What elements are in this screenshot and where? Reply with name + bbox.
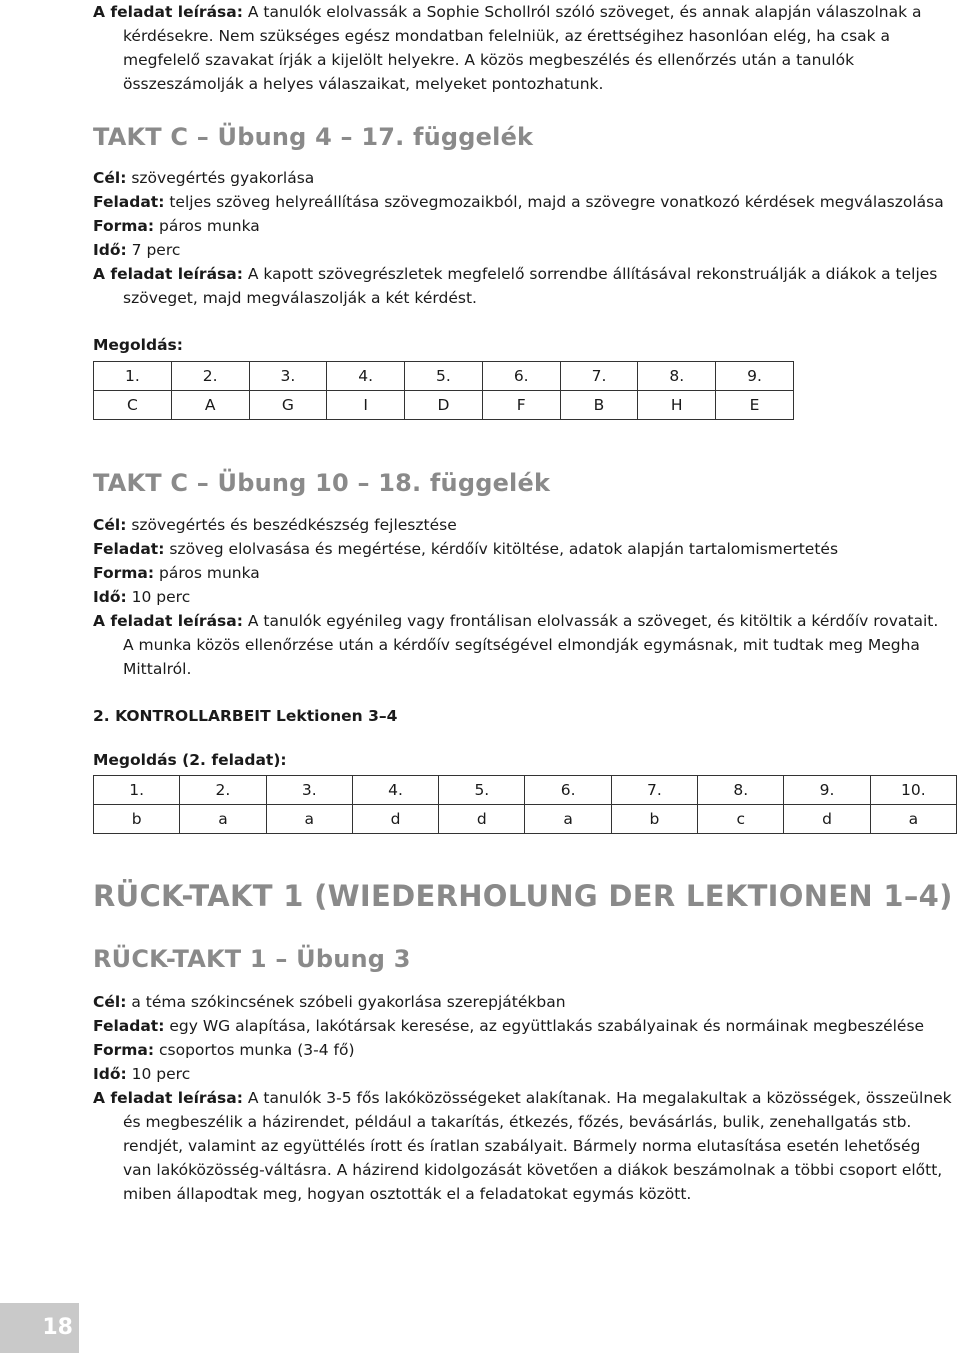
feladat-text: teljes szöveg helyreállítása szövegmozaikból, majd a szövegre vonatkozó kérdések megválaszolása [169, 193, 944, 211]
ido-label: Idő: [93, 588, 127, 606]
table-cell-answer: I [327, 391, 405, 420]
table-cell-answer: C [94, 391, 172, 420]
table-cell-number: 8. [698, 776, 784, 805]
intro-text: A tanulók elolvassák a Sophie Schollról szóló szöveget, és annak alapján válaszolnak a kérdésekre. Nem szükséges egész mondatban felelniük, az érettségihez hasonlóan elég, ha csak a megfelelő szavakat írják a kijelölt helyekre. A közös megbeszélés és ellenőrzés után a tanulók összeszámolják a helyes válaszaikat, melyeket pontozhatunk. [123, 3, 922, 93]
rueck-forma [93, 1038, 953, 1062]
cel-text: szövegértés gyakorlása [131, 169, 315, 187]
table-cell-number: 6. [525, 776, 611, 805]
table-cell-answer: D [405, 391, 483, 420]
table-cell-answer: d [439, 805, 525, 834]
forma-label: Forma: [93, 1041, 155, 1059]
page-number: 18 [0, 1303, 79, 1353]
intro-label: A feladat leírása: [93, 3, 243, 21]
ido-label: Idő: [93, 1065, 127, 1083]
table-cell-number: 3. [249, 362, 327, 391]
cel-text: szövegértés és beszédkészség fejlesztése [131, 516, 457, 534]
table-cell-answer: A [171, 391, 249, 420]
table-cell-number: 1. [94, 776, 180, 805]
kontroll-solution-label: Megoldás (2. feladat): [93, 751, 287, 769]
section2-title: TAKT C – Übung 10 – 18. függelék [93, 469, 551, 497]
table-cell-answer: E [716, 391, 794, 420]
cel-label: Cél: [93, 993, 127, 1011]
section1-feladat [93, 190, 953, 214]
table-cell-answer: d [784, 805, 870, 834]
forma-text: páros munka [159, 564, 260, 582]
leiras-text: A tanulók 3-5 fős lakóközösségeket alakítanak. Ha megalakultak a közösségek, összeülnek és megbeszélik a házirendet, például a takarítás, étkezés, főzés, bevásárlás, bulik, zenehallgatás stb. rendjét, valamint az együttélés írott és íratlan szabályait. Bármely norma elutasítása esetén lehetőség van lakóközösség-váltásra. A házirend kidolgozását követően a diákok beszámolnak a többi csoport előtt, miben állapodtak meg, hogyan osztották el a feladatokat egymás között. [123, 1089, 952, 1203]
leiras-text: A kapott szövegrészletek megfelelő sorrendbe állításával rekonstruálják a diákok a teljes szöveget, majd megválaszolják a két kérdést. [123, 265, 938, 307]
section2-cel [93, 513, 953, 537]
feladat-text: szöveg elolvasása és megértése, kérdőív kitöltése, adatok alapján tartalomismertetés [169, 540, 839, 558]
table-row-answers [94, 391, 794, 420]
table-cell-number: 7. [611, 776, 697, 805]
table-cell-number: 4. [327, 362, 405, 391]
table-row-answers [94, 805, 957, 834]
forma-label: Forma: [93, 564, 155, 582]
table-cell-answer: a [266, 805, 352, 834]
section2-feladat [93, 537, 953, 561]
table-cell-answer: a [525, 805, 611, 834]
kontroll-title: 2. KONTROLLARBEIT Lektionen 3–4 [93, 707, 398, 725]
cel-label: Cél: [93, 169, 127, 187]
rueck-main-title: RÜCK-TAKT 1 (WIEDERHOLUNG DER LEKTIONEN 1–4) [93, 879, 953, 913]
table-cell-answer: d [352, 805, 438, 834]
solution-table-2 [93, 775, 957, 834]
ido-text: 10 perc [131, 1065, 191, 1083]
table-cell-answer: b [611, 805, 697, 834]
forma-text: páros munka [159, 217, 260, 235]
table-cell-answer: b [94, 805, 180, 834]
table-cell-number: 2. [171, 362, 249, 391]
ido-text: 10 perc [131, 588, 191, 606]
section2-forma [93, 561, 953, 585]
table-cell-answer: a [180, 805, 266, 834]
section2-ido [93, 585, 953, 609]
forma-label: Forma: [93, 217, 155, 235]
section1-body [93, 166, 953, 310]
section1-solution-label: Megoldás: [93, 336, 183, 354]
leiras-label: A feladat leírása: [93, 1089, 243, 1107]
table-cell-answer: a [870, 805, 956, 834]
table-cell-answer: F [482, 391, 560, 420]
rueck-leiras [93, 1086, 953, 1206]
leiras-label: A feladat leírása: [93, 265, 243, 283]
section1-cel [93, 166, 953, 190]
feladat-label: Feladat: [93, 540, 165, 558]
solution-table-1 [93, 361, 794, 420]
table-cell-answer: G [249, 391, 327, 420]
table-cell-number: 6. [482, 362, 560, 391]
table-cell-answer: c [698, 805, 784, 834]
table-cell-number: 7. [560, 362, 638, 391]
feladat-label: Feladat: [93, 193, 165, 211]
table-cell-number: 4. [352, 776, 438, 805]
section1-title: TAKT C – Übung 4 – 17. függelék [93, 123, 534, 151]
section1-leiras [93, 262, 953, 310]
table-cell-number: 2. [180, 776, 266, 805]
table-cell-number: 1. [94, 362, 172, 391]
feladat-label: Feladat: [93, 1017, 165, 1035]
rueck-body [93, 990, 953, 1206]
table-cell-number: 3. [266, 776, 352, 805]
rueck-feladat [93, 1014, 953, 1038]
table-row-numbers [94, 362, 794, 391]
rueck-ido [93, 1062, 953, 1086]
rueck-cel [93, 990, 953, 1014]
rueck-sub-title: RÜCK-TAKT 1 – Übung 3 [93, 945, 411, 973]
cel-text: a téma szókincsének szóbeli gyakorlása szerepjátékban [131, 993, 566, 1011]
leiras-text: A tanulók egyénileg vagy frontálisan elolvassák a szöveget, és kitöltik a kérdőív rovatait. A munka közös ellenőrzése után a kérdőív segítségével elmondják egymásnak, mit tudtak meg Megha Mittalról. [123, 612, 939, 678]
cel-label: Cél: [93, 516, 127, 534]
section1-forma [93, 214, 953, 238]
table-cell-number: 9. [716, 362, 794, 391]
table-cell-answer: H [638, 391, 716, 420]
ido-label: Idő: [93, 241, 127, 259]
table-row-numbers [94, 776, 957, 805]
table-cell-number: 8. [638, 362, 716, 391]
table-cell-number: 9. [784, 776, 870, 805]
table-cell-number: 5. [439, 776, 525, 805]
feladat-text: egy WG alapítása, lakótársak keresése, az együttlakás szabályainak és normáinak megbeszélése [169, 1017, 925, 1035]
section1-ido [93, 238, 953, 262]
forma-text: csoportos munka (3-4 fő) [159, 1041, 355, 1059]
leiras-label: A feladat leírása: [93, 612, 243, 630]
table-cell-answer: B [560, 391, 638, 420]
intro-paragraph [93, 0, 953, 96]
section2-leiras [93, 609, 953, 681]
table-cell-number: 5. [405, 362, 483, 391]
ido-text: 7 perc [131, 241, 181, 259]
table-cell-number: 10. [870, 776, 956, 805]
section2-body [93, 513, 953, 681]
